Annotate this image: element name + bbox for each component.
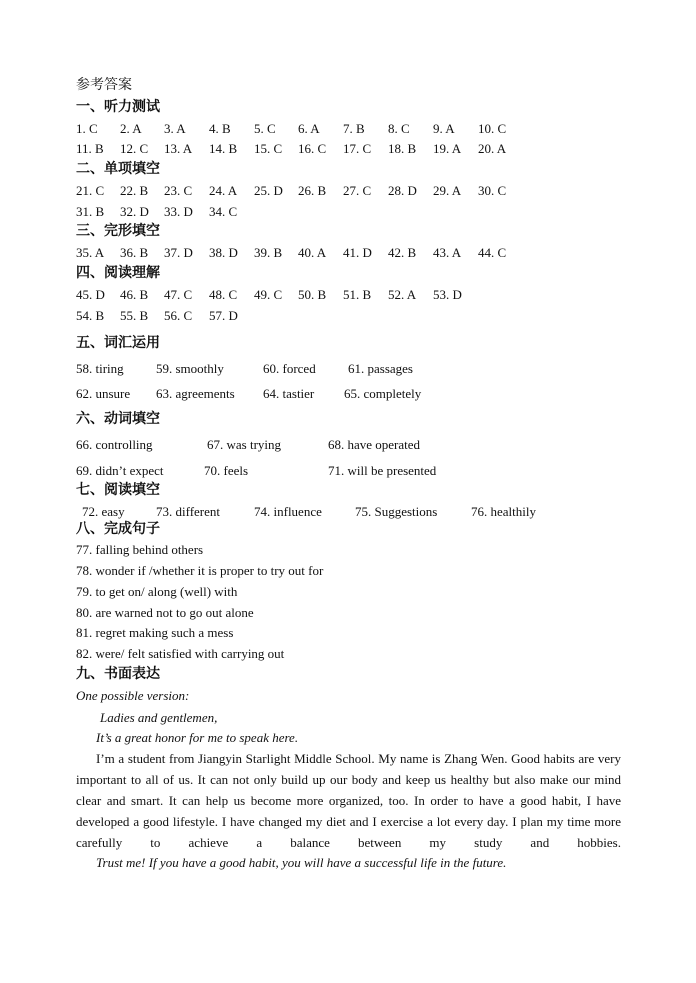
answer-item: 67. was trying [207, 437, 282, 452]
answer-item: 57. D [209, 308, 238, 323]
answer-item: 21. C [76, 183, 105, 198]
writing-greeting: Ladies and gentlemen, [100, 710, 218, 725]
section-heading-verbs: 六、动词填空 [76, 411, 160, 427]
sentence-answer: 81. regret making such a mess [76, 625, 234, 640]
answer-item: 29. A [433, 183, 462, 198]
answer-item: 41. D [343, 245, 372, 260]
answer-item: 71. will be presented [328, 463, 437, 478]
answer-item: 10. C [478, 121, 507, 136]
answer-item: 5. C [254, 121, 276, 136]
answer-item: 56. C [164, 308, 193, 323]
answer-item: 44. C [478, 245, 507, 260]
answer-item: 64. tastier [263, 386, 315, 401]
page-title: 参考答案 [76, 78, 132, 93]
answer-item: 31. B [76, 204, 105, 219]
answer-item: 69. didn’t expect [76, 463, 164, 478]
section-heading-listening: 一、听力测试 [76, 99, 160, 115]
writing-intro: One possible version: [76, 688, 190, 703]
sentence-answer: 79. to get on/ along (well) with [76, 584, 238, 599]
answer-item: 25. D [254, 183, 283, 198]
answer-item: 47. C [164, 287, 193, 302]
answer-item: 74. influence [254, 504, 322, 519]
answer-item: 4. B [209, 121, 231, 136]
answer-item: 61. passages [348, 361, 413, 376]
section-heading-sentences: 八、完成句子 [76, 521, 160, 537]
answer-item: 52. A [388, 287, 417, 302]
answer-item: 39. B [254, 245, 283, 260]
sentence-answer: 77. falling behind others [76, 542, 204, 557]
sentence-answer: 78. wonder if /whether it is proper to try out for [76, 563, 324, 578]
answer-item: 36. B [120, 245, 149, 260]
answer-item: 54. B [76, 308, 105, 323]
section-heading-vocab: 五、词汇运用 [76, 335, 160, 351]
answer-item: 70. feels [204, 463, 249, 478]
answer-item: 13. A [164, 141, 193, 156]
answer-item: 40. A [298, 245, 327, 260]
answer-item: 55. B [120, 308, 149, 323]
answer-item: 66. controlling [76, 437, 153, 452]
answer-item: 27. C [343, 183, 372, 198]
answer-item: 65. completely [344, 386, 422, 401]
answer-item: 26. B [298, 183, 327, 198]
writing-opening: It’s a great honor for me to speak here. [96, 730, 299, 745]
section-heading-single-choice: 二、单项填空 [76, 161, 160, 177]
answer-item: 51. B [343, 287, 372, 302]
answer-item: 35. A [76, 245, 105, 260]
answer-item: 2. A [120, 121, 142, 136]
answer-item: 24. A [209, 183, 238, 198]
answer-item: 15. C [254, 141, 283, 156]
writing-body-text: I’m a student from Jiangyin Starlight Middle School. My name is Zhang Wen. Good habits are very important to all of us. It can not only build up our body and keep us healthy but also make our mind clear and smart. It can help us become more organized, too. In order to have a good habit, I have developed a good lifestyle. I have changed my diet and I exercise a lot every day. I plan my time more carefully to achieve a balance between my study and hobbies. [76, 751, 621, 850]
section-heading-cloze: 三、完形填空 [76, 223, 160, 239]
answer-item: 20. A [478, 141, 507, 156]
answer-item: 28. D [388, 183, 417, 198]
answer-item: 72. easy [82, 504, 125, 519]
answer-item: 16. C [298, 141, 327, 156]
sentence-answer: 80. are warned not to go out alone [76, 605, 254, 620]
section-heading-writing: 九、书面表达 [76, 666, 160, 682]
answer-item: 9. A [433, 121, 455, 136]
answer-item: 6. A [298, 121, 320, 136]
answer-item: 32. D [120, 204, 149, 219]
answer-item: 23. C [164, 183, 193, 198]
answer-item: 38. D [209, 245, 238, 260]
answer-item: 43. A [433, 245, 462, 260]
answer-item: 45. D [76, 287, 105, 302]
answer-item: 58. tiring [76, 361, 124, 376]
sentence-answer: 82. were/ felt satisfied with carrying out [76, 646, 285, 661]
answer-item: 73. different [156, 504, 221, 519]
answer-item: 49. C [254, 287, 283, 302]
answer-item: 17. C [343, 141, 372, 156]
answer-item: 33. D [164, 204, 193, 219]
answer-item: 8. C [388, 121, 410, 136]
answer-item: 59. smoothly [156, 361, 224, 376]
answer-item: 18. B [388, 141, 417, 156]
writing-body [76, 748, 621, 853]
answer-item: 12. C [120, 141, 149, 156]
answer-item: 3. A [164, 121, 186, 136]
answer-item: 62. unsure [76, 386, 131, 401]
answer-item: 48. C [209, 287, 238, 302]
answer-item: 75. Suggestions [355, 504, 438, 519]
answer-item: 30. C [478, 183, 507, 198]
writing-closing: Trust me! If you have a good habit, you will have a successful life in the future. [96, 855, 507, 870]
answer-item: 53. D [433, 287, 462, 302]
answer-item: 19. A [433, 141, 462, 156]
answer-item: 22. B [120, 183, 149, 198]
answer-item: 37. D [164, 245, 193, 260]
answer-item: 14. B [209, 141, 238, 156]
answer-item: 42. B [388, 245, 417, 260]
answer-item: 7. B [343, 121, 365, 136]
answer-item: 60. forced [263, 361, 316, 376]
answer-item: 34. C [209, 204, 238, 219]
answer-item: 46. B [120, 287, 149, 302]
answer-item: 1. C [76, 121, 98, 136]
answer-item: 50. B [298, 287, 327, 302]
answer-item: 68. have operated [328, 437, 421, 452]
answer-item: 63. agreements [156, 386, 235, 401]
answer-item: 11. B [76, 141, 104, 156]
section-heading-reading: 四、阅读理解 [76, 265, 160, 281]
answer-item: 76. healthily [471, 504, 536, 519]
section-heading-reading-fill: 七、阅读填空 [76, 482, 160, 498]
